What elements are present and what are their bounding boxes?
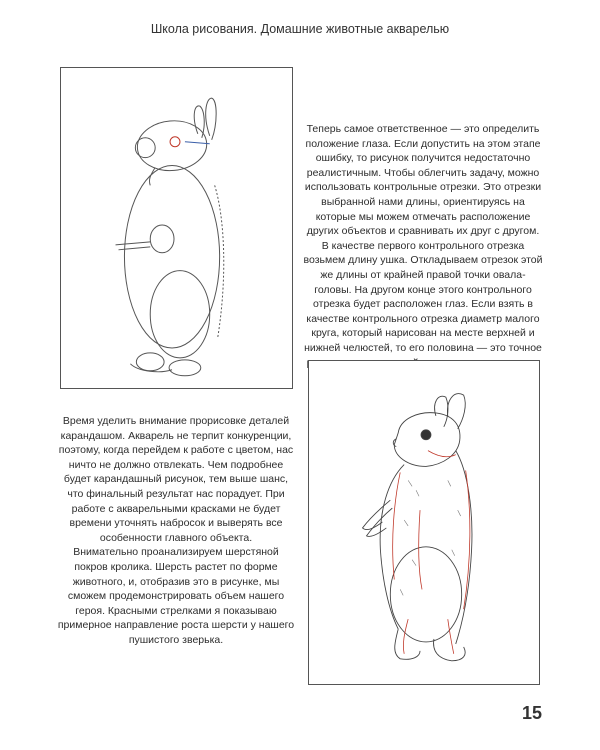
rabbit-detailed-sketch-icon — [309, 361, 539, 684]
text-block-pencil-details — [56, 414, 296, 648]
figure-detailed-sketch — [308, 360, 540, 685]
paragraph: Теперь самое ответственное — это определить положение глаза. Если допустить на этом этапе ошибку, то рисунок получится недостаточно реалистичным. Чтобы облегчить задачу, можно использовать контрольные отрезки. Это отрезки выбранной нами длины, ориентируясь на которые мы можем отмечать расположение других объектов и сравнивать их друг с другом. — [304, 123, 542, 238]
rabbit-construction-sketch-icon — [61, 68, 292, 388]
paragraph: Время уделить внимание прорисовке деталей карандашом. Акварель не терпит конкуренции, поэтому, когда перейдем к работе с цветом, нас ничто не должно отвлекать. Чем подробнее будет карандашный рисунок, тем выше шанс, что финальный результат нас порадует. При работе с акварельными красками не будет времени уточнять набросок и выверять все особенности главного объекта. — [58, 415, 294, 544]
text-block-eye-position — [303, 122, 543, 370]
paragraph: В качестве первого контрольного отрезка возьмем длину ушка. Откладываем отрезок этой же длины от крайней правой точки овала-головы. На другом конце этого контрольного отрезка будет расположен глаз. Если взять в качестве контрольного отрезка диаметр малого круга, который нарисован на месте верхней и нижней челюстей, то его половина — это точное — [303, 239, 543, 354]
paragraph: Внимательно проанализируем шерстяной покров кролика. Шерсть растет по форме животного, и, отобразив это в рисунке, мы сможем продемонстрировать объем нашего героя. Красными стрелками я показываю примерное направление роста шерсти у нашего пушистого зверька. — [57, 546, 295, 646]
figure-construction-sketch — [60, 67, 293, 389]
running-header: Школа рисования. Домашние животные акварелью — [150, 22, 450, 36]
page-number: 15 — [521, 703, 542, 723]
